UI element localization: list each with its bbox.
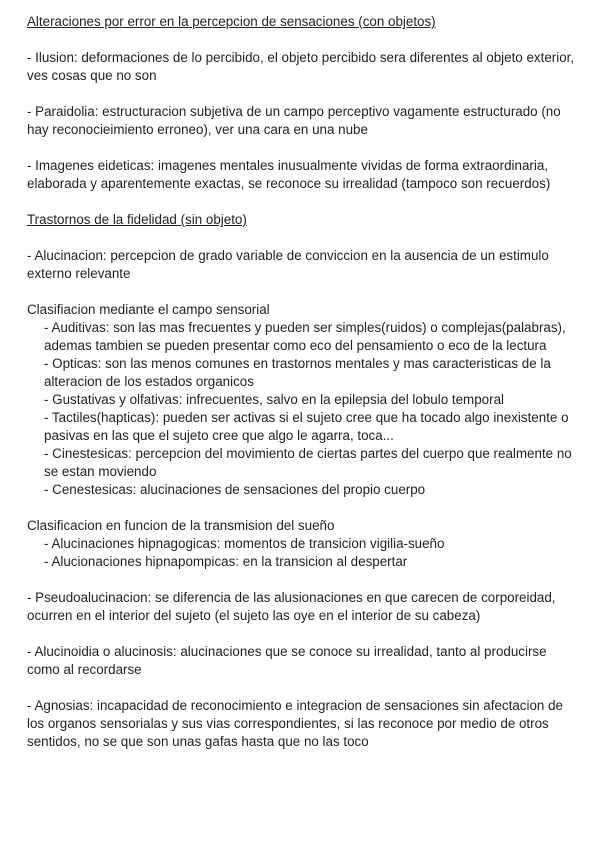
list-item-cinestesicas: - Cinestesicas: percepcion del movimiento de ciertas partes del cuerpo que realmente no se estan moviendo: [44, 446, 572, 479]
spacer: [27, 625, 579, 643]
spacer: [27, 31, 579, 49]
paragraph-agnosias: - Agnosias: incapacidad de reconocimiento e integracion de sensaciones sin afectacion de los organos sensorialas y sus vias correspondientes, si las reconoce por medio de otros sentidos, no se que son unas gafas hasta que no las toco: [27, 698, 563, 749]
list-item-gustativas: - Gustativas y olfativas: infrecuentes, salvo en la epilepsia del lobulo temporal: [44, 392, 504, 407]
spacer: [27, 193, 579, 211]
spacer: [27, 499, 579, 517]
document-page: [27, 13, 579, 751]
spacer: [27, 571, 579, 589]
spacer: [27, 283, 579, 301]
list-item-auditivas: - Auditivas: son las mas frecuentes y pueden ser simples(ruidos) o complejas(palabras), ademas tambien se pueden presentar como eco del pensamiento o eco de la lectura: [44, 320, 566, 353]
paragraph-alucinacion: - Alucinacion: percepcion de grado variable de conviccion en la ausencia de un estimulo externo relevante: [27, 248, 549, 281]
list-item-opticas: - Opticas: son las menos comunes en trastornos mentales y mas caracteristicas de la alteracion de los estados organicos: [44, 356, 551, 389]
spacer: [27, 139, 579, 157]
spacer: [27, 85, 579, 103]
subheading-campo-sensorial: Clasifiacion mediante el campo sensorial: [27, 302, 270, 317]
paragraph-pseudoalucinacion: - Pseudoalucinacion: se diferencia de las alusionaciones en que carecen de corporeidad, ocurren en el interior del sujeto (el sujeto las oye en el interior de su cabeza): [27, 590, 556, 623]
paragraph-alucinoidia: - Alucinoidia o alucinosis: alucinaciones que se conoce su irrealidad, tanto al producirse como al recordarse: [27, 644, 547, 677]
spacer: [27, 229, 579, 247]
list-item-tactiles: - Tactiles(hapticas): pueden ser activas si el sujeto cree que ha tocado algo inexistente o pasivas en las que el sujeto cree que algo le agarra, toca...: [44, 410, 569, 443]
section-heading-trastornos: Trastornos de la fidelidad (sin objeto): [27, 212, 247, 227]
list-item-hipnagogicas: - Alucinaciones hipnagogicas: momentos de transicion vigilia-sueño: [44, 536, 445, 551]
paragraph-paraidolia: - Paraidolia: estructuracion subjetiva de un campo perceptivo vagamente estructurado (no hay reconocieimiento erroneo), ver una cara en una nube: [27, 104, 561, 137]
spacer: [27, 679, 579, 697]
subheading-transmision-sueno: Clasificacion en funcion de la transmision del sueño: [27, 518, 335, 533]
list-item-hipnapompicas: - Alucionaciones hipnapompicas: en la transicion al despertar: [44, 554, 408, 569]
paragraph-ilusion: - Ilusion: deformaciones de lo percibido, el objeto percibido sera diferentes al objeto exterior, ves cosas que no son: [27, 50, 575, 83]
list-item-cenestesicas: - Cenestesicas: alucinaciones de sensaciones del propio cuerpo: [44, 482, 426, 497]
paragraph-imagenes-eideticas: - Imagenes eideticas: imagenes mentales inusualmente vividas de forma extraordinaria, elaborada y aparentemente exactas, se reconoce su irrealidad (tampoco son recuerdos): [27, 158, 551, 191]
section-heading-alteraciones: Alteraciones por error en la percepcion de sensaciones (con objetos): [27, 14, 436, 29]
